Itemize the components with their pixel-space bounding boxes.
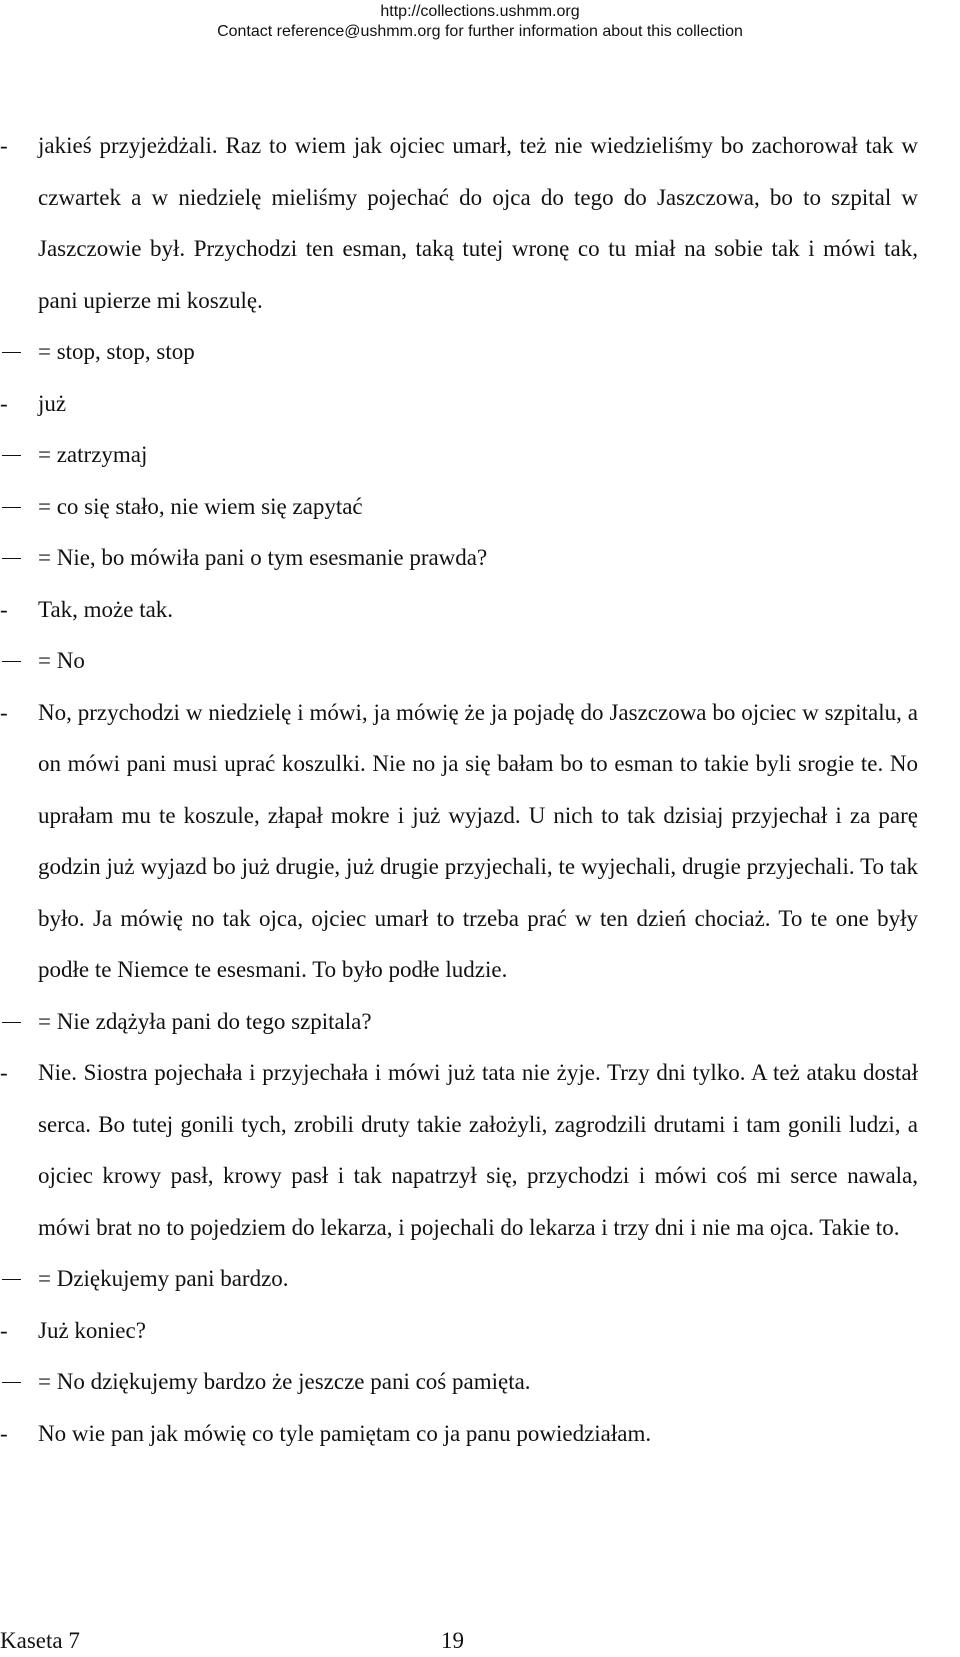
transcript-entry [0,1253,960,1305]
line-marker [2,1022,21,1023]
transcript-entry [0,584,960,636]
entry-text: Już koniec? [38,1317,146,1343]
dash-marker: - [0,1317,8,1343]
dash-marker: - [0,596,8,622]
tape-label: Kaseta 7 [0,1628,80,1653]
page-header [0,2,960,42]
transcript-entry [0,1305,960,1357]
transcript-entry [0,635,960,687]
header-contact: Contact reference@ushmm.org for further information about this collection [217,23,743,40]
transcript-body [0,120,960,1459]
entry-text: jakieś przyjeżdżali. Raz to wiem jak ojciec umarł, też nie wiedzieliśmy bo zachorował tak w czwartek a w niedzielę mieliśmy pojechać do ojca do tego do Jaszczowa, bo to szpital w Jaszczowie był. Przychodzi ten esman, taką tutej wronę co tu miał na sobie tak i mówi tak, pani upierze mi koszulę. [38,133,918,313]
line-marker [2,455,21,456]
entry-text: = Nie, bo mówiła pani o tym esesmanie prawda? [38,545,488,570]
entry-text: = Dziękujemy pani bardzo. [38,1266,289,1291]
page-number: 19 [441,1628,464,1653]
entry-text: Tak, może tak. [38,596,174,622]
dash-marker: - [0,1060,8,1085]
line-marker [2,558,21,559]
dash-marker: - [0,390,8,416]
entry-text: = co się stało, nie wiem się zapytać [38,493,363,519]
transcript-entry [0,687,960,996]
transcript-entry [0,1356,960,1408]
header-url: http://collections.ushmm.org [380,3,580,20]
entry-text: = No dziękujemy bardzo że jeszcze pani coś pamięta. [38,1369,531,1394]
line-marker [2,507,21,508]
transcript-entry [0,378,960,430]
line-marker [2,661,21,662]
transcript-entry [0,326,960,378]
entry-text: = Nie zdążyła pani do tego szpitala? [38,1008,372,1034]
transcript-entry [0,1408,960,1460]
dash-marker: - [0,133,8,158]
entry-text: No wie pan jak mówię co tyle pamiętam co ja panu powiedziałam. [38,1420,652,1446]
entry-text: już [38,390,67,416]
transcript-entry [0,429,960,481]
line-marker [2,1279,21,1280]
line-marker [2,1382,21,1383]
entry-text: = zatrzymaj [38,442,148,467]
transcript-entry [0,481,960,533]
entry-text: = No [38,648,85,673]
entry-text: Nie. Siostra pojechała i przyjechała i mówi już tata nie żyje. Trzy dni tylko. A też ataku dostał serca. Bo tutej gonili tych, zrobili druty takie założyli, zagrodzili drutami i tam gonili ludzi, a ojciec krowy pasł, krowy pasł i tak napatrzył się, przychodzi i mówi coś mi serce nawala, mówi brat no to pojedziem do lekarza, i pojechali do lekarza i trzy dni i nie ma ojca. Takie to. [38,1060,918,1240]
transcript-entry [0,996,960,1048]
entry-text: = stop, stop, stop [38,339,195,364]
line-marker [2,352,21,353]
dash-marker: - [0,1420,8,1446]
transcript-entry [0,120,960,326]
transcript-entry [0,1047,960,1253]
dash-marker: - [0,699,8,725]
entry-text: No, przychodzi w niedzielę i mówi, ja mówię że ja pojadę do Jaszczowa bo ojciec w szpitalu, a on mówi pani musi uprać koszulki. Nie no ja się bałam bo to esman to takie byli srogie te. No uprałam mu te koszule, złapał mokre i już wyjazd. U nich to tak dzisiaj przyjechał i za parę godzin już wyjazd bo już drugie, już drugie przyjechali, te wyjechali, drugie przyjechali. To tak było. Ja mówię no tak ojca, ojciec umarł to trzeba prać w ten dzień chociaż. To te one były podłe te Niemce te esesmani. To było podłe ludzie. [38,699,918,982]
transcript-entry [0,532,960,584]
